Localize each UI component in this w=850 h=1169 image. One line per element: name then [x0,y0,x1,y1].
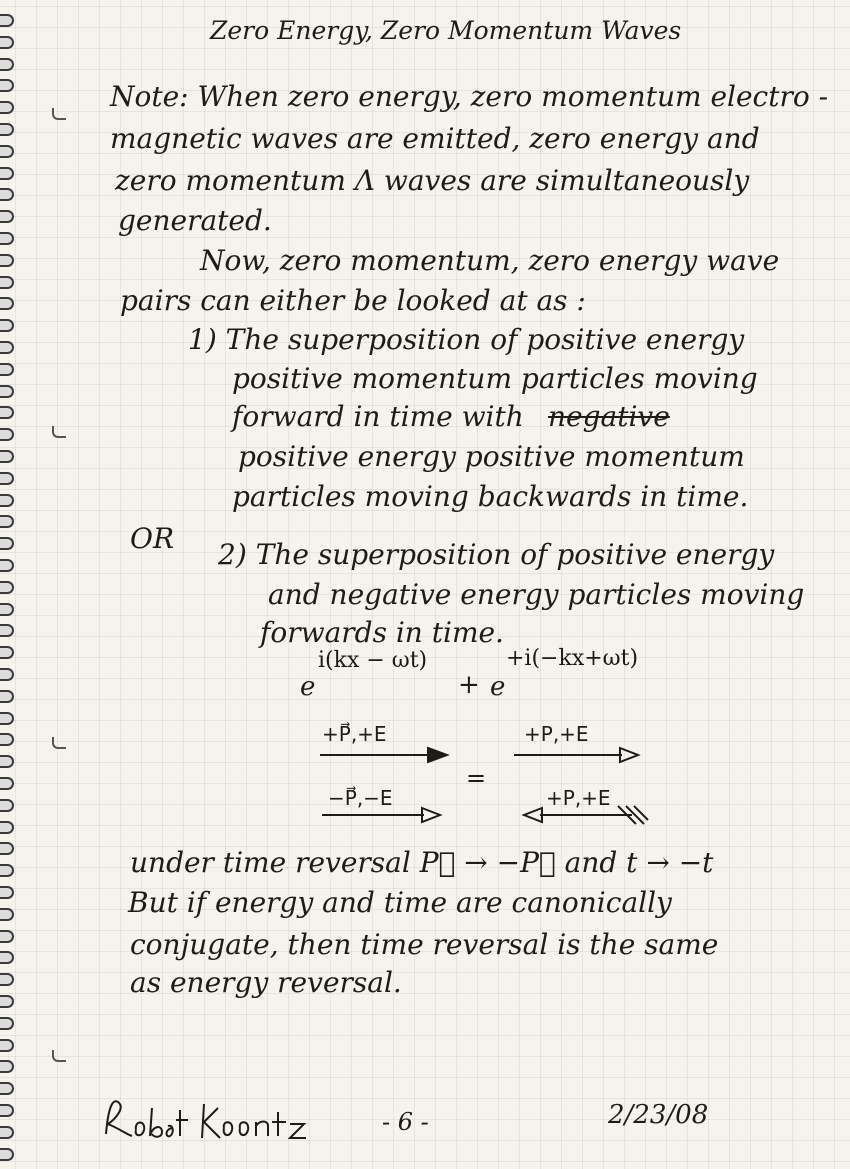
page-title: Zero Energy, Zero Momentum Waves [210,16,682,45]
arrow-label-bottom-left: −P⃗,−E [328,786,393,810]
arrow-head-right-icon [620,748,638,762]
arrow-head-right-icon [422,808,440,822]
equation-plus: + [458,670,480,700]
arrow-label-bottom-right: +P,+E [546,786,611,810]
now-line: pairs can either be looked at as : [120,284,586,317]
item2-line: 2) The superposition of positive energy [218,538,775,571]
item1-line: positive energy positive momentum [238,440,745,473]
equation-exponent-2: +i(−kx+ωt) [506,646,639,671]
equation-base-1: e [300,672,316,702]
arrow-head-left-icon [524,808,542,822]
item2-line: and negative energy particles moving [268,578,805,611]
item1-line: forward in time with [232,400,524,433]
item2-line: forwards in time. [260,616,504,649]
equation-base-2: e [490,672,506,702]
item1-line: positive momentum particles moving [232,362,758,395]
note-line: magnetic waves are emitted, zero energy and [110,122,760,155]
note-line: generated. [118,204,272,237]
closing-line: as energy reversal. [130,966,402,999]
arrow-label-top-left: +P⃗,+E [322,722,387,746]
page-number: - 6 - [382,1108,429,1136]
note-line: zero momentum Λ waves are simultaneously [115,164,750,197]
struck-word: negative [548,400,670,433]
or-label: OR [130,522,175,555]
arrow-label-top-right: +P,+E [524,722,589,746]
item1-line: 1) The superposition of positive energy [188,323,745,356]
arrow-head-right-icon [428,748,447,762]
closing-line: conjugate, then time reversal is the same [130,928,719,961]
note-line: Note: When zero energy, zero momentum electro - [110,80,829,113]
equation-exponent-1: i(kx − ωt) [318,648,428,673]
signature [100,1090,320,1150]
closing-line: under time reversal P⃗ → −P⃗ and t → −t [130,846,714,879]
page-date: 2/23/08 [608,1100,709,1130]
item1-line: particles moving backwards in time. [232,480,749,513]
closing-line: But if energy and time are canonically [128,886,672,919]
diagram-equals: = [466,764,487,792]
now-line: Now, zero momentum, zero energy wave [200,244,780,277]
